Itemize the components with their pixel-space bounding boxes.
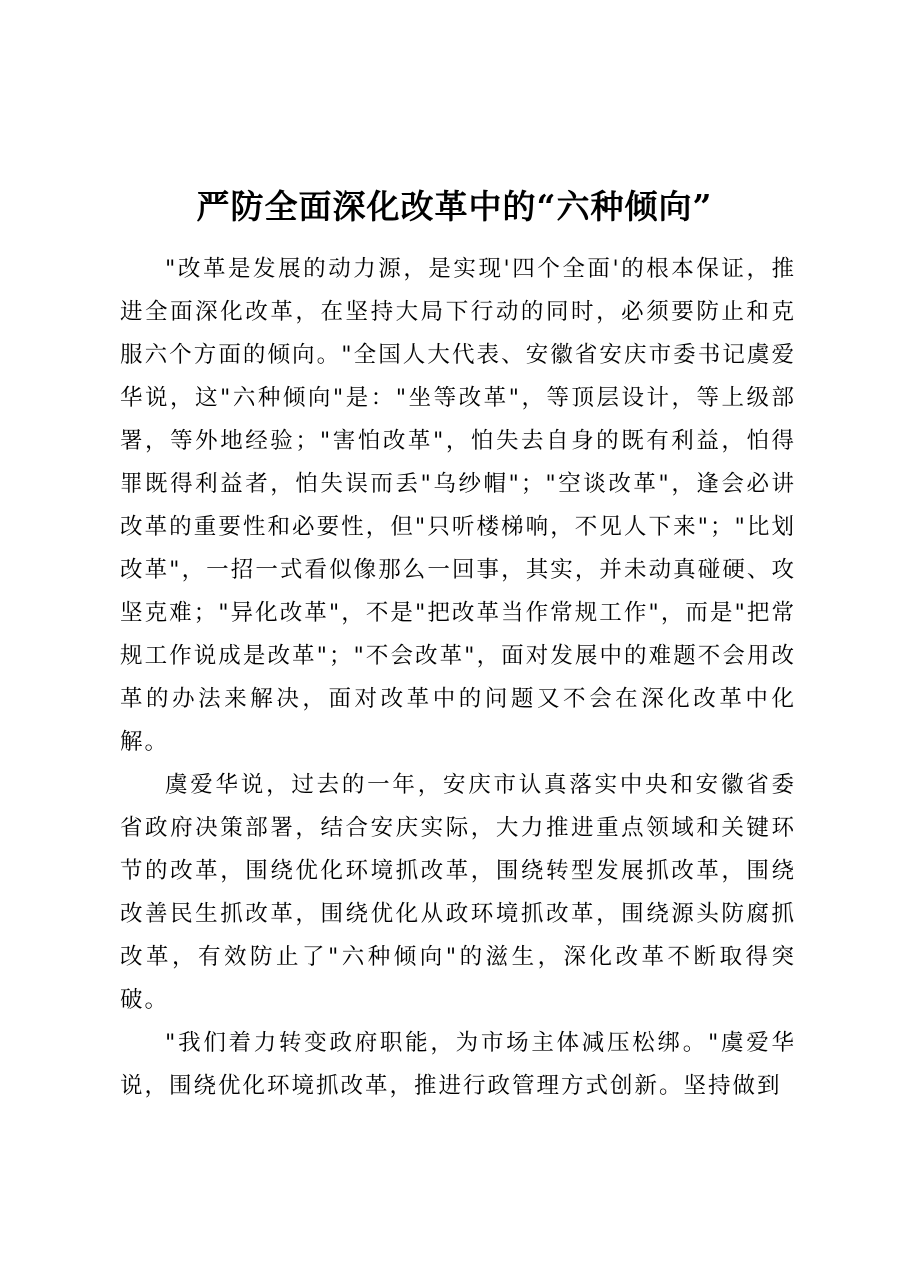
document-title: 严防全面深化改革中的“六种倾向”	[196, 187, 713, 227]
paragraph: "我们着力转变政府职能，为市场主体减压松绑。"虞爱华说，围绕优化环境抓改革，推进行政管理方式创新。坚持做到	[120, 1030, 796, 1099]
document-body	[120, 248, 796, 1108]
paragraph: "改革是发展的动力源，是实现'四个全面'的根本保证，推进全面深化改革，在坚持大局下行动的同时，必须要防止和克服六个方面的倾向。"全国人大代表、安徽省安庆市委书记虞爱华说，这"六种倾向"是："坐等改革"，等顶层设计，等上级部署，等外地经验；"害怕改革"，怕失去自身的既有利益，怕得罪既得利益者，怕失误而丢"乌纱帽"；"空谈改革"，逢会必讲改革的重要性和必要性，但"只听楼梯响，不见人下来"；"比划改革"，一招一式看似像那么一回事，其实，并未动真碰硬、攻坚克难；"异化改革"，不是"把改革当作常规工作"，而是"把常规工作说成是改革"；"不会改革"，面对发展中的难题不会用改革的办法来解决，面对改革中的问题又不会在深化改革中化解。	[120, 256, 796, 755]
paragraph: 虞爱华说，过去的一年，安庆市认真落实中央和安徽省委省政府决策部署，结合安庆实际，大力推进重点领域和关键环节的改革，围绕优化环境抓改革，围绕转型发展抓改革，围绕改善民生抓改革，围绕优化从政环境抓改革，围绕源头防腐抓改革，有效防止了"六种倾向"的滋生，深化改革不断取得突破。	[120, 772, 796, 1013]
